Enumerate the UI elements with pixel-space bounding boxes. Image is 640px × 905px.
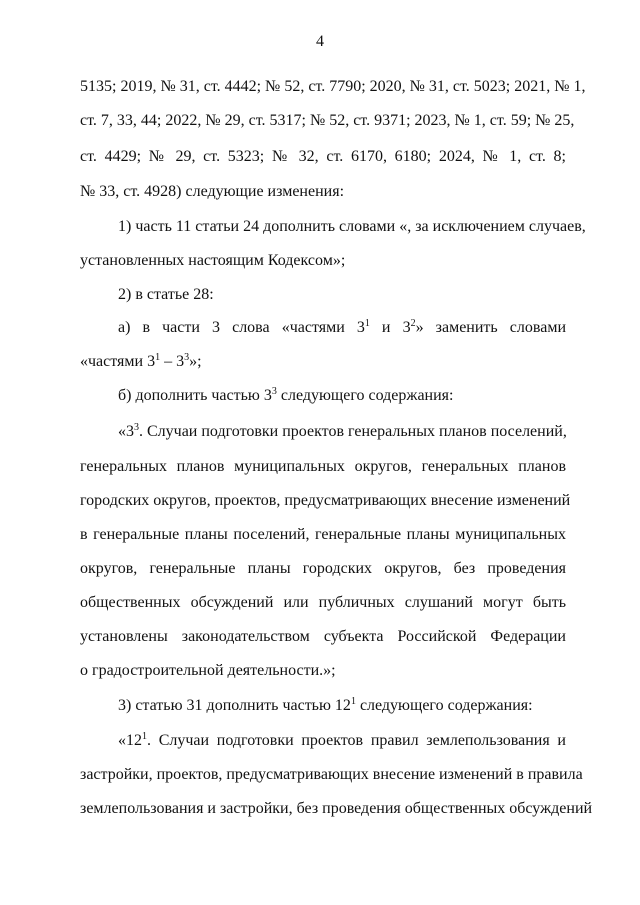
text-line: общественных обсуждений или публичных слушаний могут быть xyxy=(80,594,566,611)
text-line: 1) часть 11 статьи 24 дополнить словами «, за исключением случаев, xyxy=(118,218,586,235)
text-line: застройки, проектов, предусматривающих внесение изменений в правила xyxy=(80,766,583,783)
text-line xyxy=(118,318,566,338)
text-line: городских округов, проектов, предусматривающих внесение изменений xyxy=(80,492,571,509)
superscript: 1 xyxy=(155,352,161,363)
text-segment: следующего содержания: xyxy=(276,387,454,404)
text-line: 2) в статье 28: xyxy=(118,286,214,303)
text-segment: . Случаи подготовки проектов генеральных планов поселений, xyxy=(139,423,567,440)
superscript: 3 xyxy=(184,352,190,363)
text-line: установленных настоящим Кодексом»; xyxy=(80,252,346,269)
text-line: о градостроительной деятельности.»; xyxy=(80,662,336,679)
text-line: 5135; 2019, № 31, ст. 4442; № 52, ст. 7790; 2020, № 31, ст. 5023; 2021, № 1, xyxy=(80,78,586,95)
text-line: № 33, ст. 4928) следующие изменения: xyxy=(80,183,345,200)
superscript: 1 xyxy=(350,696,356,707)
text-segment: б) дополнить частью 3 xyxy=(118,387,272,404)
text-segment: «частями 3 xyxy=(80,353,156,370)
page-number: 4 xyxy=(316,33,324,50)
text-line xyxy=(80,352,566,372)
superscript: 2 xyxy=(410,318,416,329)
text-segment: «3 xyxy=(118,423,134,440)
text-segment: следующего содержания: xyxy=(355,697,533,714)
text-line xyxy=(118,731,566,751)
text-segment: » заменить словами xyxy=(415,319,567,336)
text-line: генеральных планов муниципальных округов, генеральных планов xyxy=(80,458,566,475)
text-line xyxy=(118,696,566,716)
text-segment: 3) статью 31 дополнить частью 12 xyxy=(118,697,351,714)
superscript: 3 xyxy=(134,422,139,433)
text-segment: »; xyxy=(189,353,202,370)
superscript: 1 xyxy=(142,731,147,742)
text-line: округов, генеральные планы городских округов, без проведения xyxy=(80,560,566,577)
text-line xyxy=(118,386,566,406)
superscript: 3 xyxy=(271,386,277,397)
text-line: землепользования и застройки, без проведения общественных обсуждений xyxy=(80,800,593,817)
text-segment: и 3 xyxy=(369,319,411,336)
text-line xyxy=(118,422,566,442)
text-segment: – 3 xyxy=(160,353,185,370)
text-line: установлены законодательством субъекта Российской Федерации xyxy=(80,628,566,645)
text-line: в генеральные планы поселений, генеральные планы муниципальных xyxy=(80,526,566,543)
text-line: ст. 7, 33, 44; 2022, № 29, ст. 5317; № 52, ст. 9371; 2023, № 1, ст. 59; № 25, xyxy=(80,112,575,129)
text-line: ст. 4429; № 29, ст. 5323; № 32, ст. 6170, 6180; 2024, № 1, ст. 8; xyxy=(80,148,566,165)
text-segment: а) в части 3 слова «частями 3 xyxy=(118,319,365,336)
text-segment: «12 xyxy=(118,732,142,749)
text-segment: . Случаи подготовки проектов правил землепользования и xyxy=(147,732,566,749)
superscript: 1 xyxy=(364,318,370,329)
